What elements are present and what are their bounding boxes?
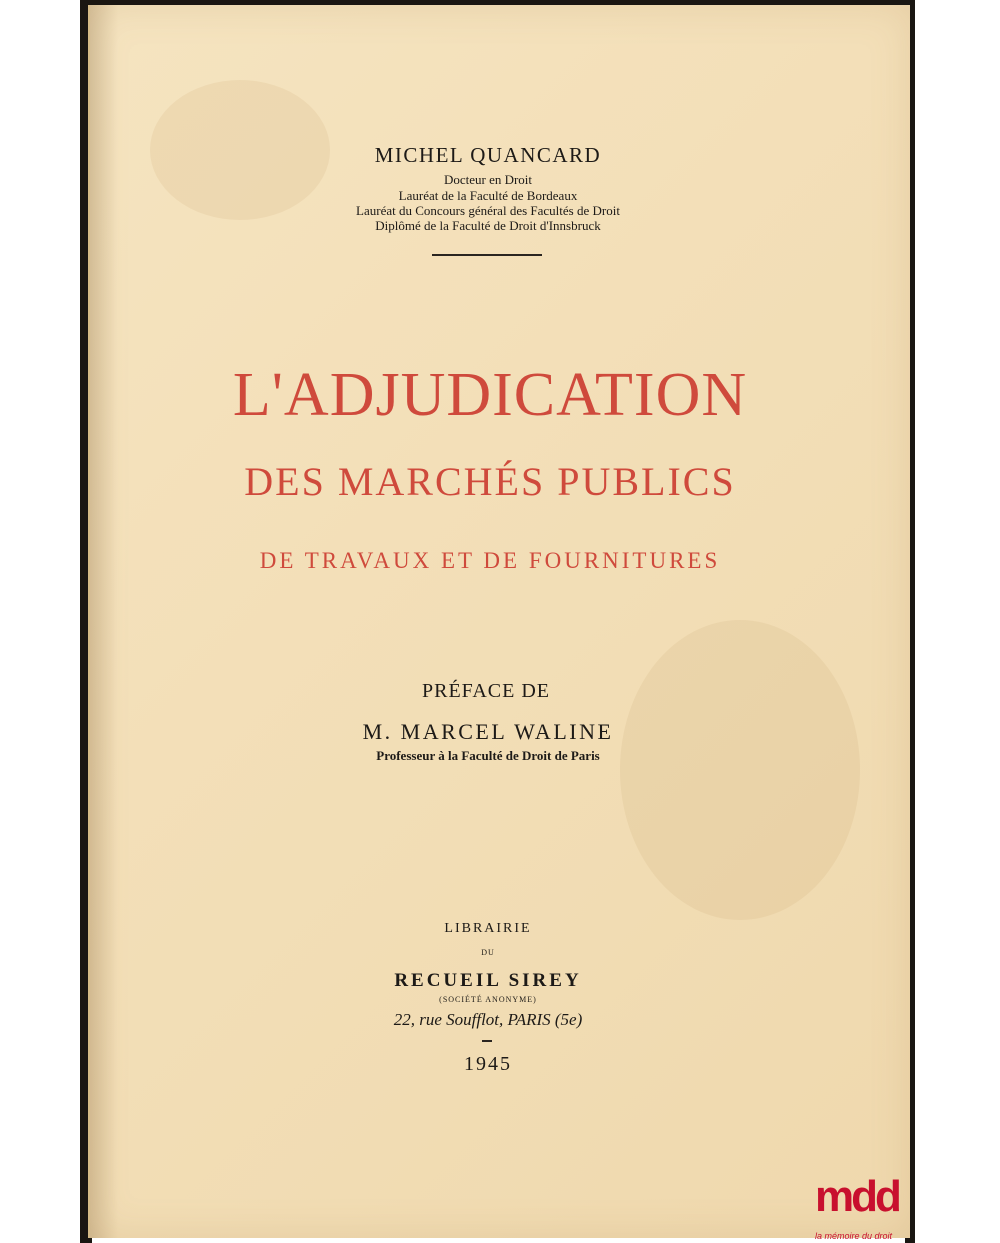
paper-stain (620, 620, 860, 920)
preface-author-role: Professeur à la Faculté de Droit de Paris (376, 748, 600, 763)
author-credential: Lauréat de la Faculté de Bordeaux (398, 188, 578, 203)
author-credential: Diplômé de la Faculté de Droit d'Innsbruck (375, 218, 601, 233)
divider-rule (432, 254, 542, 256)
publisher-line-1: LIBRAIRIE (444, 921, 532, 936)
title-line-1: L'ADJUDICATION (232, 361, 748, 429)
author-name: MICHEL QUANCARD (374, 143, 602, 167)
preface-author: M. MARCEL WALINE (362, 719, 614, 744)
mdd-logo-mark: mdd (815, 1172, 899, 1221)
short-dash (482, 1040, 492, 1042)
title-line-2: DES MARCHÉS PUBLICS (244, 459, 736, 504)
publisher-address: 22, rue Soufflot, PARIS (5e) (393, 1010, 583, 1029)
preface-label: PRÉFACE DE (422, 680, 550, 702)
publication-year: 1945 (464, 1053, 512, 1075)
publisher-line-2: DU (481, 948, 495, 957)
mdd-logo (815, 1172, 915, 1243)
publisher-name: RECUEIL SIREY (394, 970, 582, 991)
title-line-3: DE TRAVAUX ET DE FOURNITURES (259, 548, 721, 573)
mdd-logo-tagline: la mémoire du droit (815, 1231, 893, 1241)
publisher-type: (SOCIÉTÉ ANONYME) (439, 995, 537, 1004)
author-credential: Lauréat du Concours général des Facultés de Droit (356, 203, 620, 218)
author-credential: Docteur en Droit (443, 172, 533, 187)
